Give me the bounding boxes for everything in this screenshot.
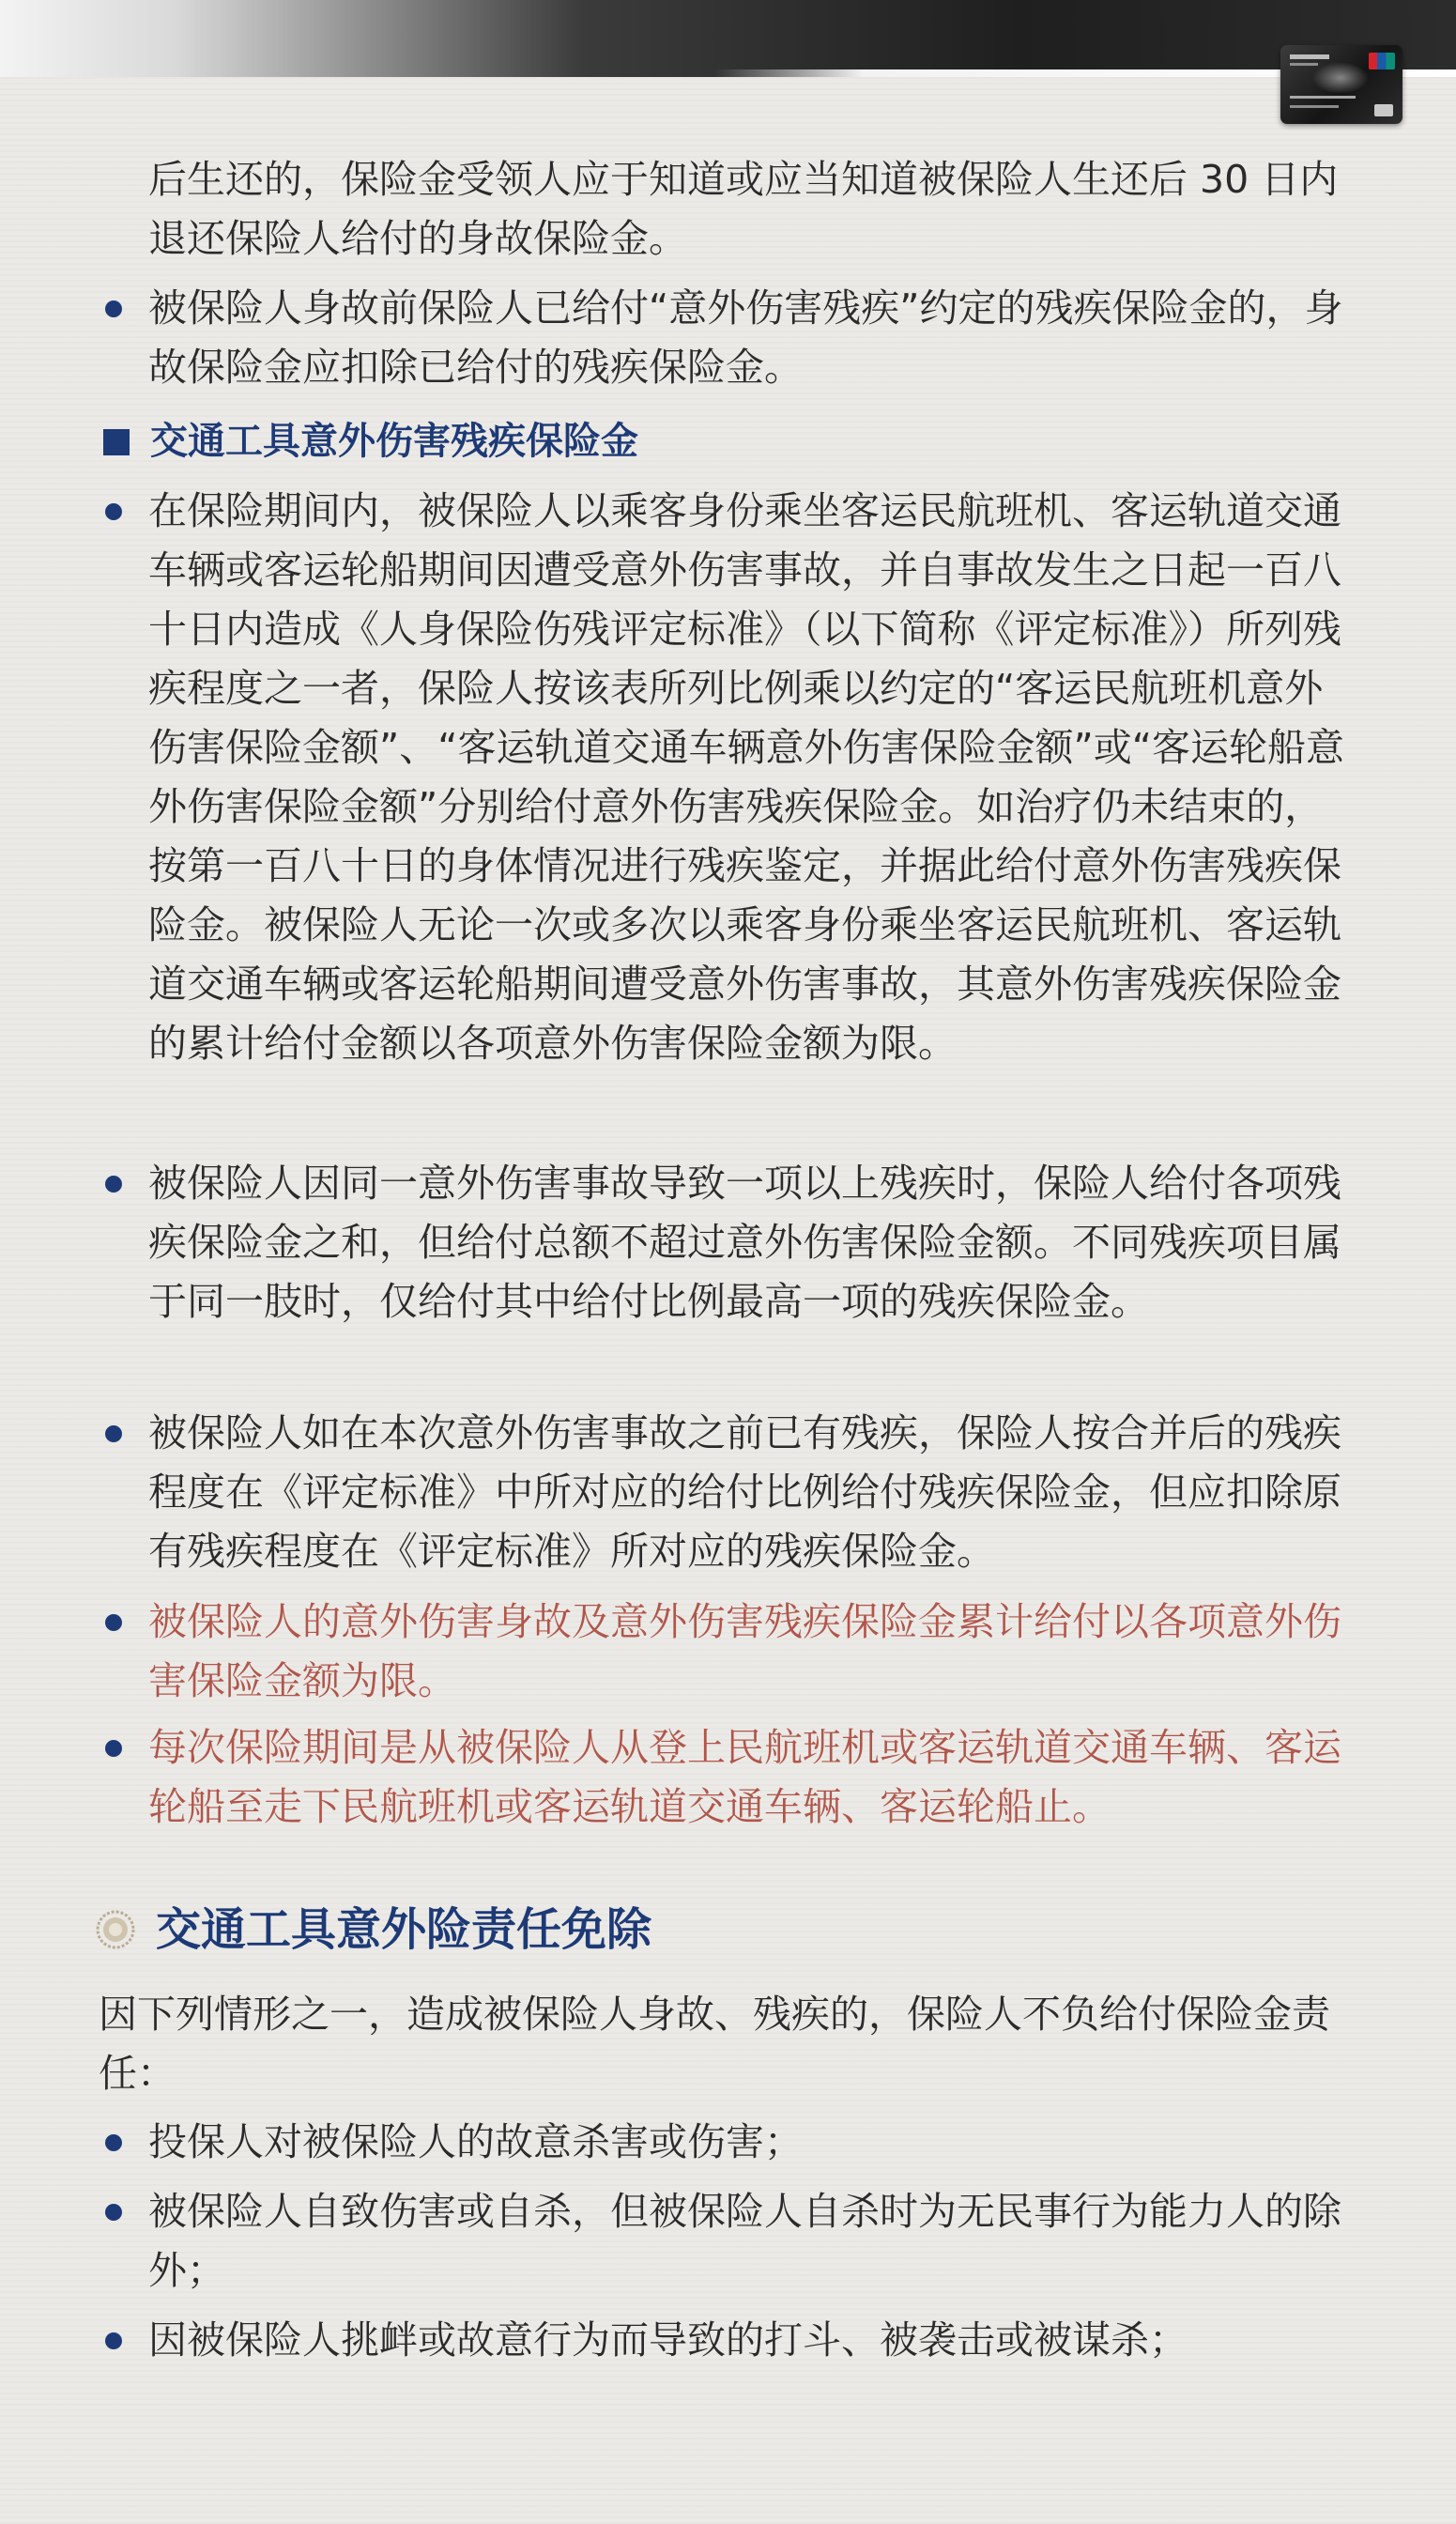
list-item: 投保人对被保险人的故意杀害或伤害； <box>148 2119 803 2164</box>
unionpay-logo-icon <box>1369 53 1395 69</box>
card-bank-logo <box>1290 54 1329 59</box>
bullet-dot-icon <box>105 1614 122 1631</box>
bullet-dot-icon <box>105 503 122 520</box>
card-emblem <box>1312 62 1369 94</box>
bullet-dot-icon <box>105 2204 122 2221</box>
top-banner <box>0 0 1456 77</box>
bullet-dot-icon <box>105 1176 122 1193</box>
bullet-dot-icon <box>105 300 122 317</box>
list-item-highlight: 被保险人的意外伤害身故及意外伤害残疾保险金累计给付以各项意外伤害保险金额为限。 <box>148 1599 1341 1703</box>
subsection-title: 交通工具意外伤害残疾保险金 <box>150 420 638 463</box>
card-holder-strip <box>1290 105 1339 108</box>
square-bullet-icon <box>103 429 130 455</box>
section-intro: 因下列情形之一，造成被保险人身故、残疾的，保险人不负给付保险金责任： <box>99 1992 1330 2096</box>
list-item: 被保险人自致伤害或自杀，但被保险人自杀时为无民事行为能力人的除外； <box>148 2189 1341 2293</box>
list-item: 在保险期间内，被保险人以乘客身份乘坐客运民航班机、客运轨道交通车辆或客运轮船期间因遭受意外伤害事故，并自事故发生之日起一百八十日内造成《人身保险伤残评定标准》（以下简称《评定标准》）所列残疾程度之一者，保险人按该表所列比例乘以约定的“客运民航班机意外伤害保险金额”、“客运轨道交通车辆意外伤害保险金额”或“客运轮船意外伤害保险金额”分别给付意外伤害残疾保险金。如治疗仍未结束的，按第一百八十日的身体情况进行残疾鉴定，并据此给付意外伤害残疾保险金。被保险人无论一次或多次以乘客身份乘坐客运民航班机、客运轨道交通车辆或客运轮船期间遭受意外伤害事故，其意外伤害残疾保险金的累计给付金额以各项意外伤害保险金额为限。 <box>148 488 1344 1066</box>
bank-card-image <box>1280 45 1402 124</box>
subsection-heading <box>103 415 638 468</box>
paragraph-continuation: 后生还的，保险金受领人应于知道或应当知道被保险人生还后 30 日内退还保险人给付的身故保险金。 <box>148 157 1339 261</box>
list-item: 因被保险人挑衅或故意行为而导致的打斗、被袭击或被谋杀； <box>148 2317 1188 2362</box>
list-item-highlight: 每次保险期间是从被保险人从登上民航班机或客运轨道交通车辆、客运轮船至走下民航班机或客运轨道交通车辆、客运轮船止。 <box>148 1725 1341 1829</box>
bullet-dot-icon <box>105 1740 122 1757</box>
list-item: 被保险人如在本次意外伤害事故之前已有残疾，保险人按合并后的残疾程度在《评定标准》中所对应的给付比例给付残疾保险金，但应扣除原有残疾程度在《评定标准》所对应的残疾保险金。 <box>148 1410 1341 1574</box>
section-title: 交通工具意外险责任免除 <box>156 1903 652 1956</box>
bullet-dot-icon <box>105 2134 122 2151</box>
bullet-dot-icon <box>105 1425 122 1442</box>
bullet-dot-icon <box>105 2332 122 2349</box>
card-number-strip <box>1290 96 1356 99</box>
section-heading <box>96 1899 651 1961</box>
card-chip-icon <box>1374 104 1393 116</box>
list-item: 被保险人身故前保险人已给付“意外伤害残疾”约定的残疾保险金的，身故保险金应扣除已给付的残疾保险金。 <box>148 285 1343 390</box>
list-item: 被保险人因同一意外伤害事故导致一项以上残疾时，保险人给付各项残疾保险金之和，但给付总额不超过意外伤害保险金额。不同残疾项目属于同一肢时，仅给付其中给付比例最高一项的残疾保险金。 <box>148 1161 1341 1324</box>
gear-emblem-icon <box>96 1910 135 1949</box>
